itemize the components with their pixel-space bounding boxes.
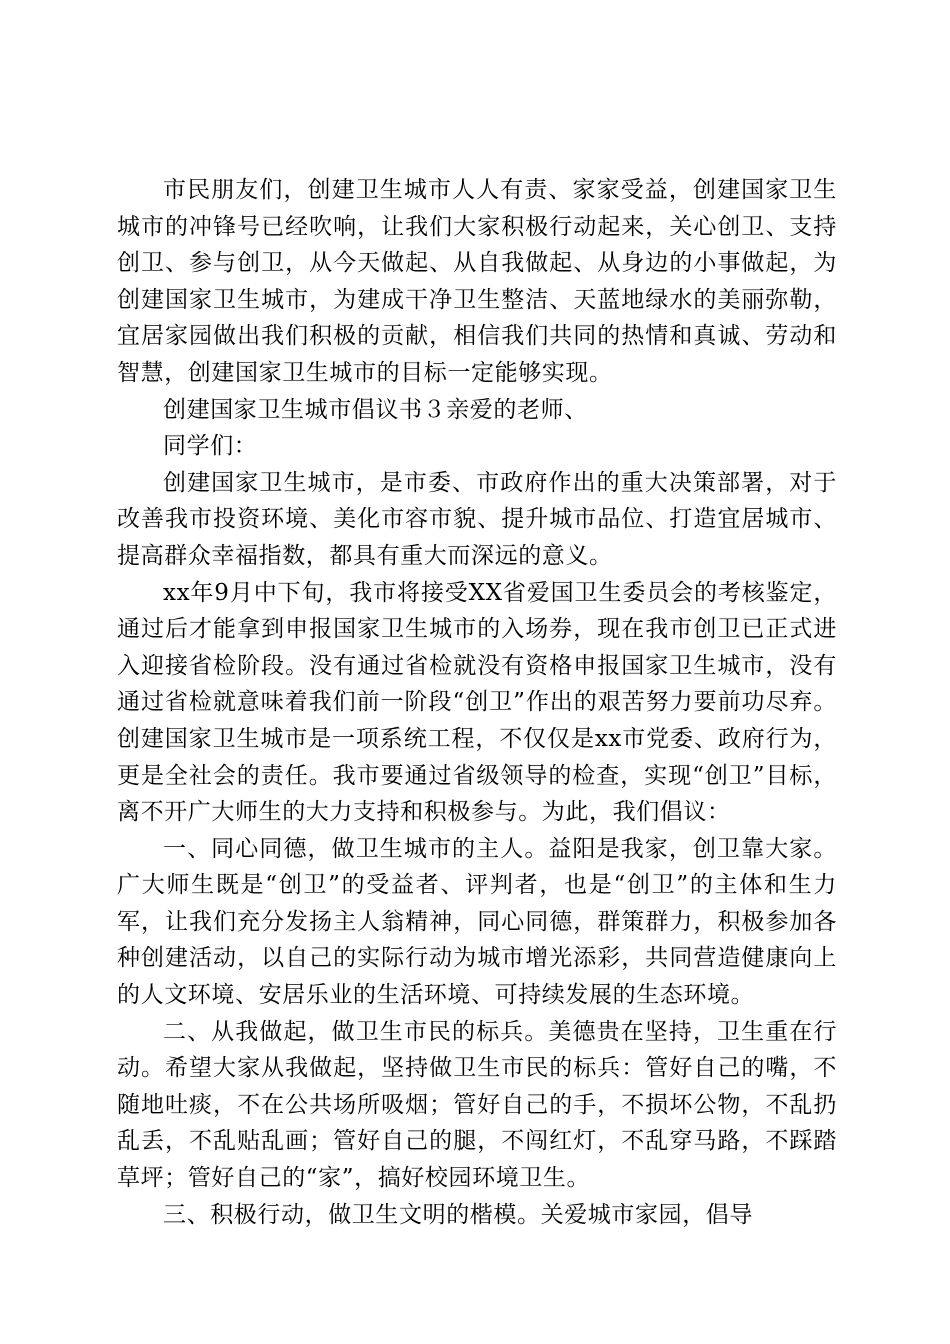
paragraph-citizens-appeal: 市民朋友们，创建卫生城市人人有责、家家受益，创建国家卫生城市的冲锋号已经吹响，让我们大家积极行动起来，关心创卫、支持创卫、参与创卫，从今天做起、从自我做起、从身边的小事做起，为创建国家卫生城市，为建成干净卫生整洁、天蓝地绿水的美丽弥勒，宜居家园做出我们积极的贡献，相信我们共同的热情和真诚、劳动和智慧，创建国家卫生城市的目标一定能够实现。 xyxy=(117,177,837,386)
paragraph-salutation: 同学们： xyxy=(163,433,258,460)
paragraph-point-three: 三、积极行动，做卫生文明的楷模。关爱城市家园，倡导 xyxy=(163,1201,753,1228)
paragraph-point-one: 一、同心同德，做卫生城市的主人。益阳是我家，创卫靠大家。广大师生既是“创卫”的受益者、评判者，也是“创卫”的主体和生力军，让我们充分发扬主人翁精神，同心同德，群策群力，积极参加各种创建活动，以自己的实际行动为城市增光添彩，共同营造健康向上的人文环境、安居乐业的生活环境、可持续发展的生态环境。 xyxy=(117,835,837,1009)
document-body xyxy=(117,172,837,1233)
paragraph-point-two: 二、从我做起，做卫生市民的标兵。美德贵在坚持，卫生重在行动。希望大家从我做起，坚持做卫生市民的标兵：管好自己的嘴，不随地吐痰，不在公共场所吸烟；管好自己的手，不损坏公物，不乱扔乱丢，不乱贴乱画；管好自己的腿，不闯红灯，不乱穿马路，不踩踏草坪；管好自己的“家”，搞好校园环境卫生。 xyxy=(117,1018,837,1192)
paragraph-proposal-title: 创建国家卫生城市倡议书３亲爱的老师、 xyxy=(163,396,588,423)
paragraph-provincial-inspection: xx年9月中下旬，我市将接受XX省爱国卫生委员会的考核鉴定，通过后才能拿到申报国家卫生城市的入场券，现在我市创卫已正式进入迎接省检阶段。没有通过省检就没有资格申报国家卫生城市，没有通过省检就意味着我们前一阶段“创卫”作出的艰苦努力要前功尽弃。创建国家卫生城市是一项系统工程，不仅仅是xx市党委、政府行为，更是全社会的责任。我市要通过省级领导的检查，实现“创卫”目标，离不开广大师生的大力支持和积极参与。为此，我们倡议： xyxy=(117,579,837,826)
paragraph-significance: 创建国家卫生城市，是市委、市政府作出的重大决策部署，对于改善我市投资环境、美化市容市貌、提升城市品位、打造宜居城市、提高群众幸福指数，都具有重大而深远的意义。 xyxy=(117,469,837,569)
